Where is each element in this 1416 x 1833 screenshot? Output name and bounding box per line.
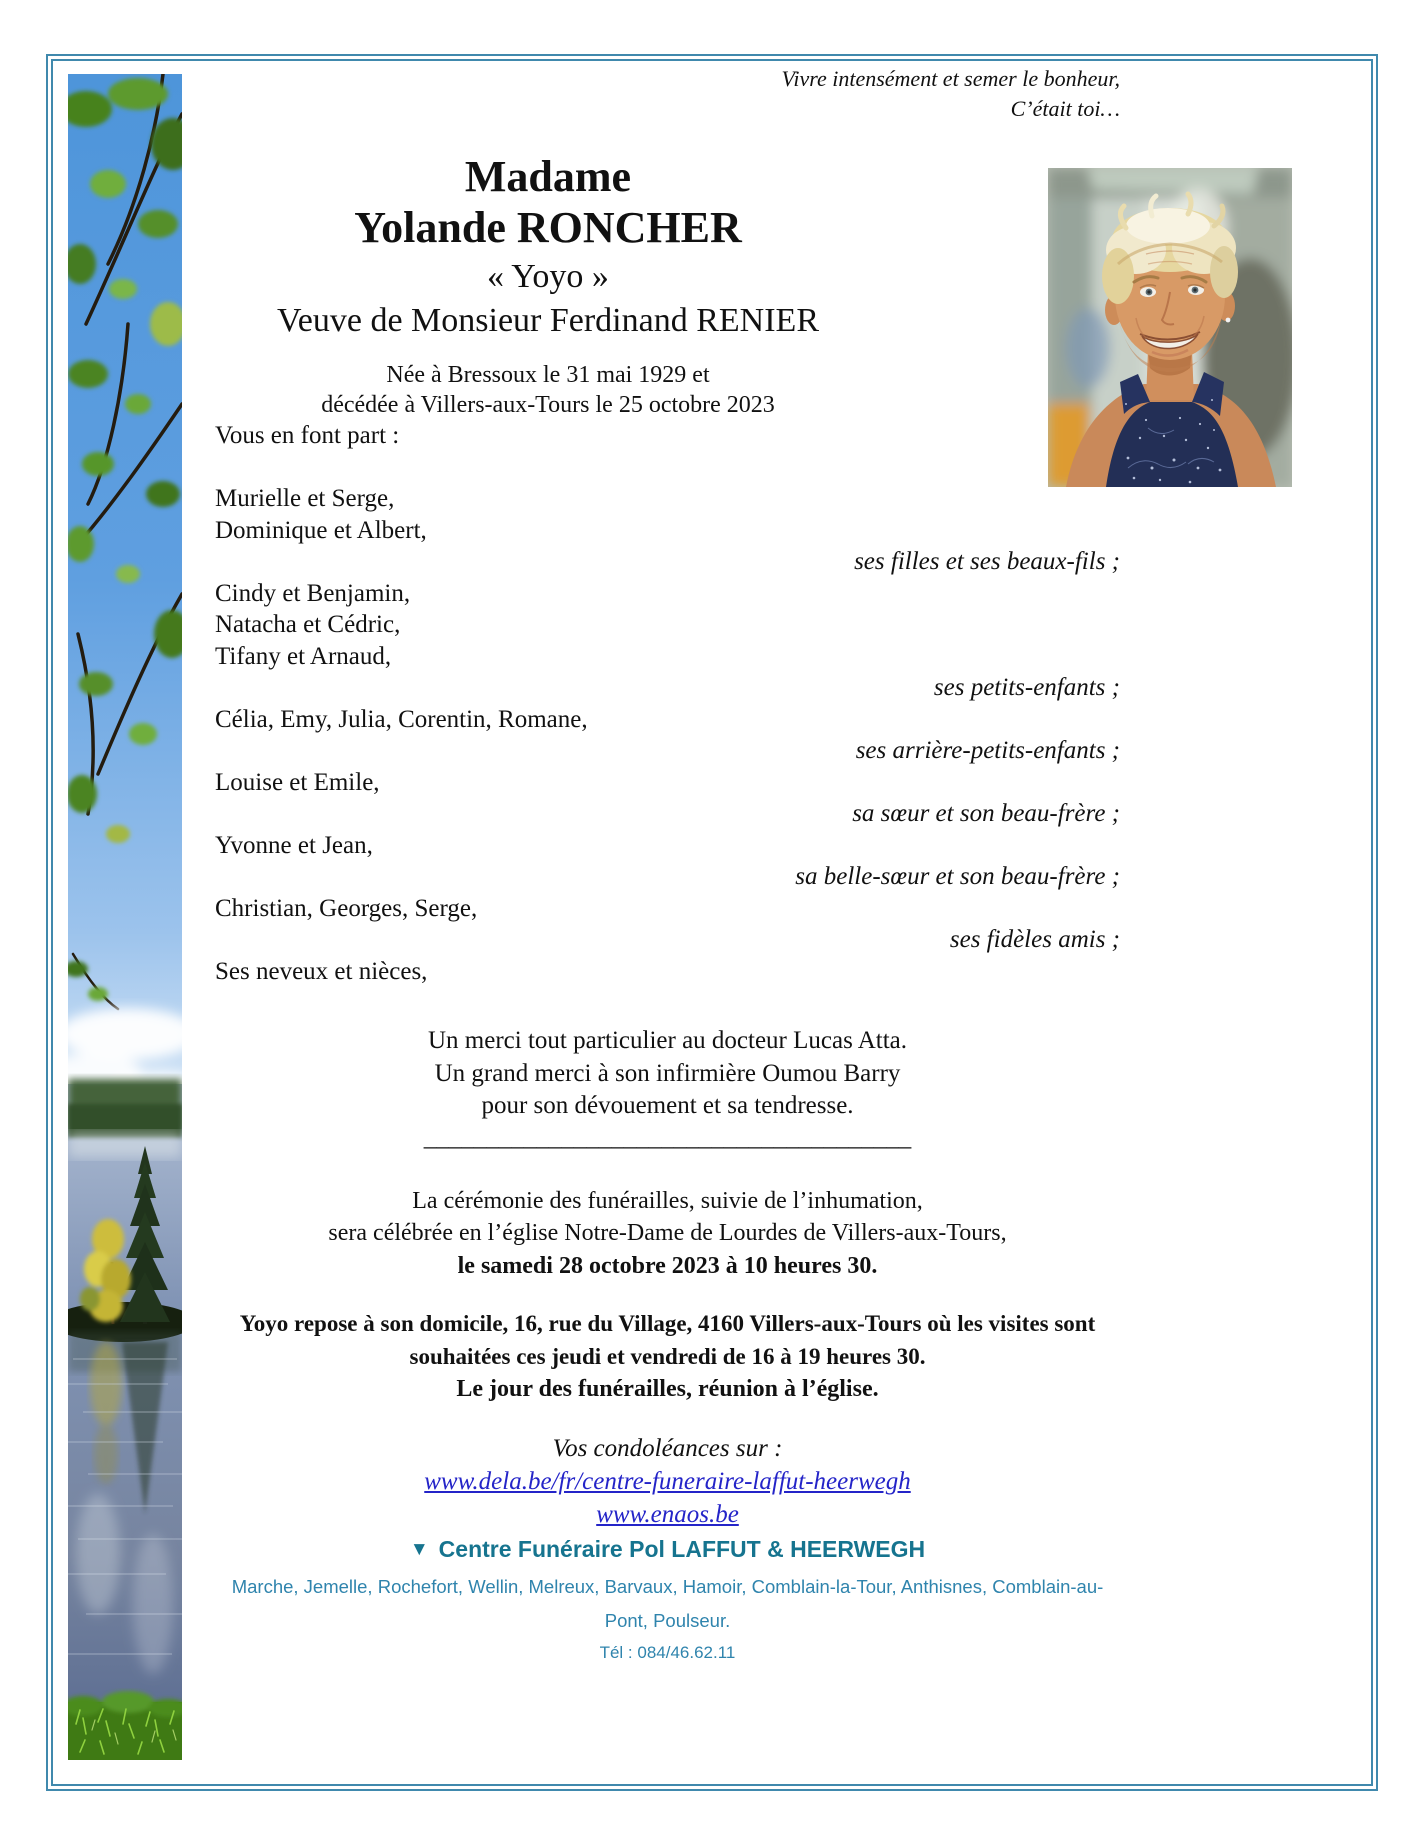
visits-line-2: souhaitées ces jeudi et vendredi de 16 à 19 heures 30.	[409, 1343, 926, 1369]
death-line: décédée à Villers-aux-Tours le 25 octobre 2023	[321, 392, 775, 418]
visits-line-1: Yoyo repose à son domicile, 16, rue du Village, 4160 Villers-aux-Tours où les visites sont	[239, 1311, 1096, 1336]
widow-line: Veuve de Monsieur Ferdinand RENIER	[276, 302, 819, 339]
meeting-line: Le jour des funérailles, réunion à l’église.	[456, 1376, 879, 1402]
quote-line-2: C’était toi…	[1010, 96, 1120, 121]
thanks-line-2: Un grand merci à son infirmière Oumou Barry	[434, 1059, 901, 1087]
thanks-line-1: Un merci tout particulier au docteur Lucas Atta.	[428, 1027, 907, 1054]
family-name: Ses neveux et nièces,	[215, 957, 428, 985]
ceremony-line-1: La cérémonie des funérailles, suivie de l’inhumation,	[412, 1187, 923, 1214]
funeral-home-name: Centre Funéraire Pol LAFFUT & HEERWEGH	[438, 1536, 926, 1562]
family-list	[215, 483, 1120, 987]
funeral-home-phone: Tél : 084/46.62.11	[599, 1643, 736, 1662]
condolences-label: Vos condoléances sur :	[552, 1435, 783, 1462]
ceremony-date-time: le samedi 28 octobre 2023 à 10 heures 30.	[457, 1252, 878, 1279]
family-name: Tifany et Arnaud,	[215, 642, 392, 670]
family-relation: sa sœur et son beau-frère ;	[852, 800, 1120, 827]
ceremony-line-2: sera célébrée en l’église Notre-Dame de Lourdes de Villers-aux-Tours,	[328, 1220, 1007, 1246]
family-name: Célia, Emy, Julia, Corentin, Romane,	[215, 705, 588, 733]
opening-quote	[215, 56, 1120, 124]
funeral-home-line	[215, 1531, 1120, 1570]
family-name: Murielle et Serge,	[215, 485, 395, 512]
condolences-block	[215, 1433, 1120, 1531]
family-relation: ses filles et ses beaux-fils ;	[854, 548, 1120, 575]
ceremony-paragraph	[215, 1185, 1120, 1283]
family-name: Louise et Emile,	[215, 768, 380, 796]
family-relation: ses arrière-petits-enfants ;	[855, 737, 1120, 764]
family-name: Natacha et Cédric,	[215, 611, 401, 638]
birth-line: Née à Bressoux le 31 mai 1929 et	[386, 362, 710, 388]
down-triangle-icon: ▼	[409, 1539, 429, 1560]
thanks-paragraph	[215, 1025, 1120, 1123]
condolences-link-enaos[interactable]: www.enaos.be	[596, 1501, 739, 1528]
deceased-name: Yolande RONCHER	[354, 203, 742, 252]
deceased-title: Madame	[464, 152, 632, 201]
document-body	[215, 56, 1120, 1668]
family-name: Cindy et Benjamin,	[215, 579, 411, 607]
family-name: Yvonne et Jean,	[215, 831, 373, 859]
deceased-nickname: « Yoyo »	[487, 258, 609, 295]
visits-paragraph	[215, 1308, 1120, 1373]
deceased-header	[215, 152, 881, 420]
family-relation: ses petits-enfants ;	[933, 674, 1120, 701]
funeral-home-cities: Marche, Jemelle, Rochefort, Wellin, Melreux, Barvaux, Hamoir, Comblain-la-Tour, Anthisnes, Comblain-au-Pont, Poulseur.	[231, 1576, 1104, 1631]
grass	[68, 1691, 182, 1760]
thanks-line-3: pour son dévouement et sa tendresse.	[481, 1092, 854, 1119]
family-name: Christian, Georges, Serge,	[215, 894, 478, 922]
condolences-link-dela[interactable]: www.dela.be/fr/centre-funeraire-laffut-heerwegh	[424, 1468, 911, 1495]
family-relation: sa belle-sœur et son beau-frère ;	[795, 863, 1120, 890]
quote-line-1: Vivre intensément et semer le bonheur,	[781, 66, 1120, 91]
family-name: Dominique et Albert,	[215, 516, 427, 544]
family-relation: ses fidèles amis ;	[949, 926, 1120, 953]
forest-ridge	[68, 1079, 182, 1158]
nature-photo-strip	[68, 74, 182, 1760]
birth-death-dates	[215, 360, 881, 420]
section-divider: _______________________________________	[423, 1123, 912, 1151]
announcement-intro: Vous en font part :	[215, 422, 400, 449]
